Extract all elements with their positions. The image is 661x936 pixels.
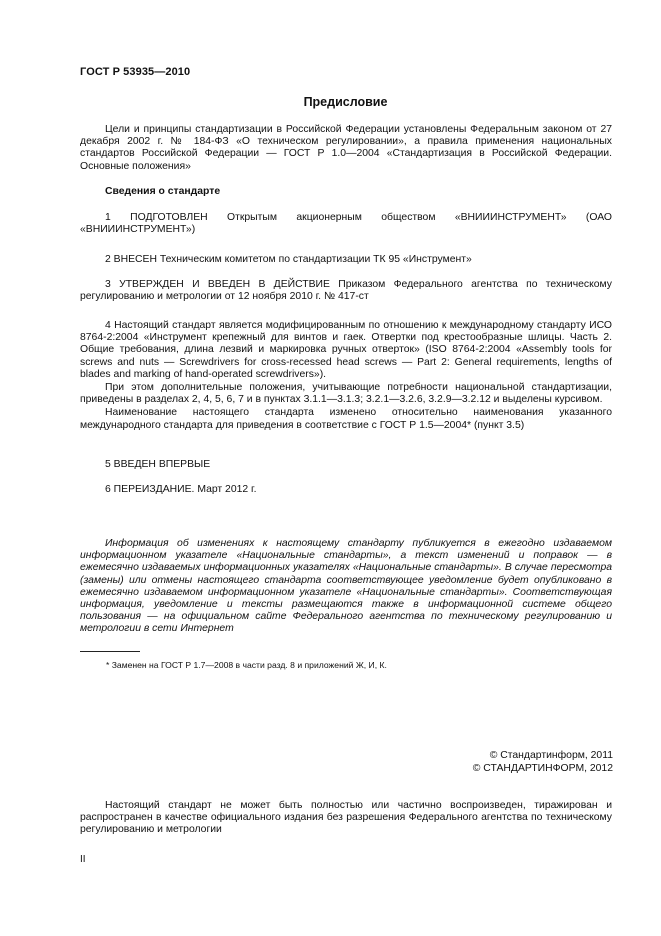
item-5-block — [80, 459, 612, 471]
intro-block — [80, 124, 612, 173]
copyright-line-2: © СТАНДАРТИНФОРМ, 2012 — [472, 763, 613, 774]
item-4-block — [80, 320, 612, 432]
reproduction-notice-paragraph: Настоящий стандарт не может быть полностью или частично воспроизведен, тиражирован и распространен в качестве официального издания без разрешения Федерального агентства по техническому регулированию и метрологии — [80, 800, 612, 836]
item-4-paragraph-1: 4 Настоящий стандарт является модифицированным по отношению к международному стандарту ИСО 8764-2:2004 «Инструмент крепежный для винтов и гаек. Отвертки под крестообразные шлицы. Часть 2. Общие требования, длина лезвий и маркировка ручных отверток» (ISO 8764-2:2004 «Assembly tools for screws and nuts — Screwdrivers for cross-recessed head screws — Part 2: General requirements, lengths of blades and marking of hand-operated screwdrivers»). — [80, 320, 612, 380]
item-2-block — [80, 254, 612, 266]
section-subhead: Сведения о стандарте — [105, 186, 221, 197]
item-6-paragraph: 6 ПЕРЕИЗДАНИЕ. Март 2012 г. — [105, 484, 257, 495]
document-code: ГОСТ Р 53935—2010 — [80, 66, 191, 78]
item-6-block — [80, 484, 612, 496]
footnote: * Заменен на ГОСТ Р 1.7—2008 в части разд. 8 и приложений Ж, И, К. — [106, 660, 387, 670]
footnote-divider — [80, 651, 140, 652]
info-notice-block — [80, 538, 612, 636]
item-4-paragraph-3: Наименование настоящего стандарта изменено относительно наименования указанного международного стандарта для приведения в соответствие с ГОСТ Р 1.5—2004* (пункт 3.5) — [80, 407, 612, 431]
item-1-paragraph: 1 ПОДГОТОВЛЕН Открытым акционерным обществом «ВНИИИНСТРУМЕНТ» (ОАО «ВНИИИНСТРУМЕНТ») — [80, 212, 612, 236]
copyright-line-1: © Стандартинформ, 2011 — [489, 750, 613, 761]
item-4-paragraph-2: При этом дополнительные положения, учитывающие потребности национальной стандартизации, приведены в разделах 2, 4, 5, 6, 7 и в пунктах 3.1.1—3.1.3; 3.2.1—3.2.6, 3.2.9—3.2.12 и выделены курсивом. — [80, 382, 612, 406]
page-number: II — [80, 854, 86, 865]
item-1-block — [80, 212, 612, 236]
item-3-block — [80, 279, 612, 303]
reproduction-notice-block — [80, 800, 612, 837]
item-5-paragraph: 5 ВВЕДЕН ВПЕРВЫЕ — [105, 459, 211, 470]
intro-paragraph: Цели и принципы стандартизации в Российской Федерации установлены Федеральным законом от 27 декабря 2002 г. № 184-ФЗ «О техническом регулировании», а правила применения национальных стандартов Российской Федерации — ГОСТ Р 1.0—2004 «Стандартизация в Российской Федерации. Основные положения» — [80, 124, 612, 172]
page-title: Предисловие — [303, 95, 388, 109]
info-notice-paragraph: Информация об изменениях к настоящему стандарту публикуется в ежегодно издаваемом информационном указателе «Национальные стандарты», а текст изменений и поправок — в ежемесячно издаваемых информационных указателях «Национальные стандарты». В случае пересмотра (замены) или отмены настоящего стандарта соответствующее уведомление будет опубликовано в ежемесячно издаваемом информационном указателе «Национальные стандарты». Соответствующая информация, уведомление и тексты размещаются также в информационной системе общего пользования — на официальном сайте Федерального агентства по техническому регулированию и метрологии в сети Интернет — [80, 538, 612, 635]
item-2-paragraph: 2 ВНЕСЕН Техническим комитетом по стандартизации ТК 95 «Инструмент» — [105, 254, 472, 265]
item-3-paragraph: 3 УТВЕРЖДЕН И ВВЕДЕН В ДЕЙСТВИЕ Приказом Федерального агентства по техническому регулированию и метрологии от 12 ноября 2010 г. № 417-ст — [80, 279, 612, 303]
